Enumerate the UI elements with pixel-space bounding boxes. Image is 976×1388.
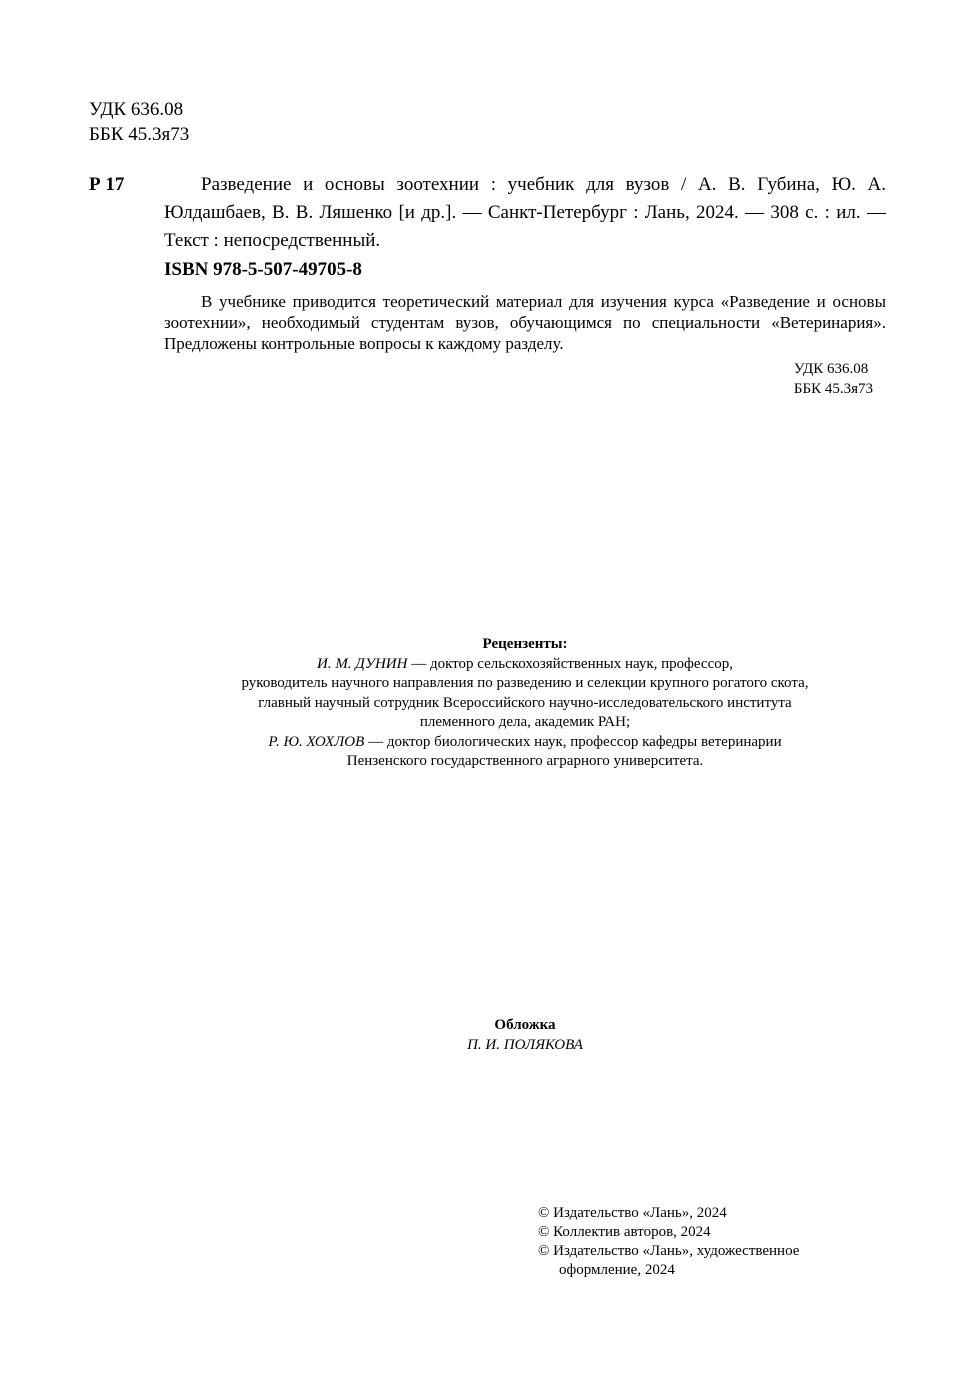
reviewer-2-line-2: Пензенского государственного аграрного университета. xyxy=(346,753,704,769)
udk-code: УДК 636.08 xyxy=(89,99,184,120)
reviewers-heading: Рецензенты: xyxy=(482,636,568,652)
copyright-design: © Издательство «Лань», художественное xyxy=(538,1243,800,1259)
reviewer-2-name: Р. Ю. ХОХЛОВ xyxy=(268,733,365,750)
reviewers-section xyxy=(150,635,900,772)
copyright-publisher: © Издательство «Лань», 2024 xyxy=(538,1205,727,1221)
bbk-code-repeat: ББК 45.3я73 xyxy=(793,381,873,397)
bibliographic-record xyxy=(164,171,886,255)
classification-codes xyxy=(89,97,189,147)
reviewer-1-line-4: племенного дела, академик РАН; xyxy=(419,714,631,730)
author-sign: Р 17 xyxy=(89,174,125,195)
copyright-block xyxy=(538,1204,799,1280)
cover-designer: П. И. ПОЛЯКОВА xyxy=(467,1037,583,1053)
reviewer-1 xyxy=(150,655,900,675)
reviewer-2 xyxy=(150,733,900,753)
reviewer-1-line-2: руководитель научного направления по разведению и селекции крупного рогатого скота, xyxy=(241,675,809,691)
biblio-line-3: 308 с. : ил. — Текст : непосредственный. xyxy=(164,202,886,251)
copyright-design-cont: оформление, 2024 xyxy=(559,1262,675,1278)
copyright-authors: © Коллектив авторов, 2024 xyxy=(538,1224,711,1240)
isbn: ISBN 978-5-507-49705-8 xyxy=(164,259,362,280)
cover-section xyxy=(375,1015,675,1055)
biblio-line-1: Разведение и основы зоотехнии : учебник для вузов / А. В. Губина, xyxy=(201,174,820,195)
reviewer-1-line-3: главный научный сотрудник Всероссийского научно-исследовательского института xyxy=(258,694,792,711)
bbk-code: ББК 45.3я73 xyxy=(89,124,190,145)
biblio-line-2: Ю. А. Юлдашбаев, В. В. Ляшенко [и др.]. — Санкт-Петербург : Лань, 2024. — xyxy=(164,174,887,223)
cover-heading: Обложка xyxy=(494,1017,556,1033)
classification-codes-repeat xyxy=(794,359,873,399)
reviewer-1-name: И. М. ДУНИН xyxy=(316,655,408,672)
reviewer-2-title: — доктор биологических наук, профессор кафедры ветеринарии xyxy=(364,733,782,750)
annotation: В учебнике приводится теоретический материал для изучения курса «Разведение и основы зоотехнии», необходимый студентам вузов, обучающимся по специальности «Ветеринария». Предложены контрольные вопросы к каждому разделу. xyxy=(164,292,886,353)
udk-code-repeat: УДК 636.08 xyxy=(793,361,869,377)
reviewer-1-title: — доктор сельскохозяйственных наук, профессор, xyxy=(407,655,733,672)
